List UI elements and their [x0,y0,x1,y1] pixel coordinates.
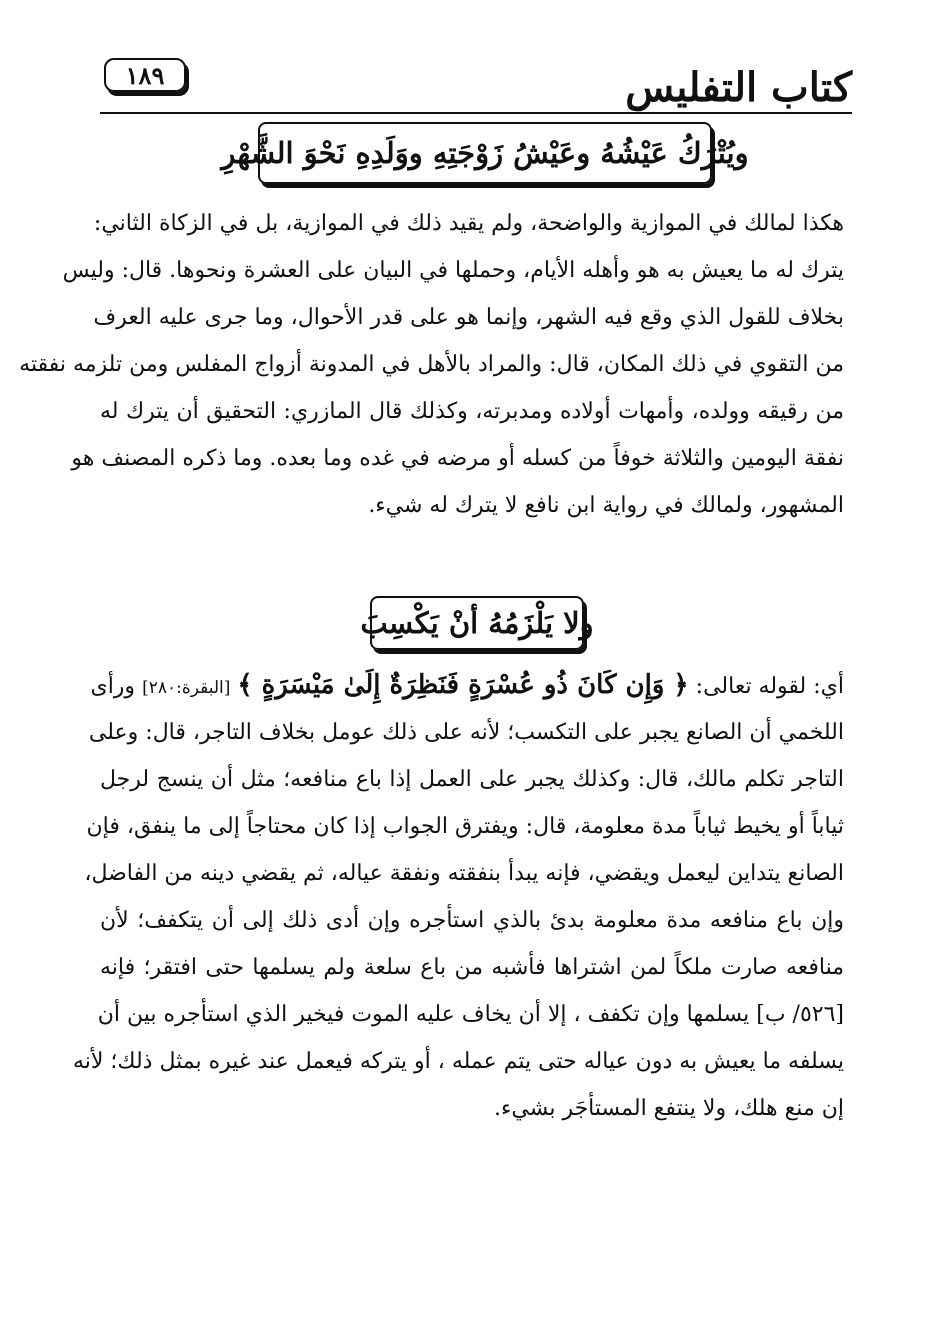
text-line: إن منع هلك، ولا ينتفع المستأجَر بشيء. [494,1096,844,1121]
paragraph-1 [19,200,844,529]
text-line: هكذا لمالك في الموازية والواضحة، ولم يقيد ذلك في الموازية، بل في الزكاة الثاني: [93,211,844,236]
quran-verse: ﴿ وَإِن كَانَ ذُو عُسْرَةٍ فَنَظِرَةٌ إِلَىٰ مَيْسَرَةٍ ﴾ [237,670,689,700]
text-line-with-verse [90,662,844,709]
text-line: وإن باع منافعه مدة معلومة بدئ بالذي استأجره وإن أدى ذلك إلى أن يتكفف؛ لأن [100,908,844,933]
verse-lead: أي: لقوله تعالى: [695,674,844,699]
text-line: من التقوي في ذلك المكان، قال: والمراد بالأهل في المدونة أزواج المفلس ومن تلزمه نفقته [19,352,844,377]
page-header [100,50,852,120]
text-line: المشهور، ولمالك في رواية ابن نافع لا يترك له شيء. [368,493,844,518]
text-line: التاجر تكلم مالك، قال: وكذلك يجبر على العمل إذا باع منافعه؛ مثل أن ينسج لرجل [100,767,844,792]
text-line: ثياباً أو يخيط ثياباً مدة معلومة، قال: ويفترق الجواب إذا كان محتاجاً إلى ما ينفق، فإن [86,814,844,839]
verse-trail: ورأى [90,674,136,699]
text-line: اللخمي أن الصانع يجبر على التكسب؛ لأنه على ذلك عومل بخلاف التاجر، قال: وعلى [88,720,844,745]
paragraph-2 [72,662,844,1132]
text-line: من رقيقه وولده، وأمهات أولاده ومدبرته، وكذلك قال المازري: التحقيق أن يترك له [100,399,844,424]
running-title: كتاب التفليس [625,64,852,111]
text-line: يترك له ما يعيش به هو وأهله الأيام، وحملها في البيان على العشرة ونحوها. قال: وليس [62,258,844,283]
text-line: منافعه صارت ملكاً لمن اشتراها فأشبه من باع سلعة ولم يسلمها حتى افتقر؛ فإنه [100,955,844,980]
verse-reference: [البقرة:٢٨٠] [142,678,231,698]
header-rule [100,112,852,114]
text-line: بخلاف للقول الذي وقع فيه الشهر، وإنما هو على قدر الأحوال، وما جرى عليه العرف [93,305,844,330]
section-heading-1: ويُتْرَكُ عَيْشُهُ وعَيْشُ زَوْجَتِهِ ووَلَدِهِ نَحْوَ الشَّهْرِ [258,122,712,184]
text-line: [٥٢٦/ ب] يسلمها وإن تكفف ، إلا أن يخاف عليه الموت فيخير الذي استأجره بين أن [97,1002,844,1027]
text-line: يسلفه ما يعيش به دون عياله حتى يتم عمله ، أو يتركه فيعمل عند غيره بمثل ذلك؛ لأنه [72,1049,844,1074]
text-line: الصانع يتداين ليعمل ويقضي، فإنه يبدأ بنفقته ونفقة عياله، ثم يقضي دينه من الفاضل، [84,861,844,886]
section-heading-2: ولا يَلْزَمُهُ أنْ يَكْسِبَ [370,596,584,650]
page-number: ١٨٩ [104,58,186,92]
text-line: نفقة اليومين والثلاثة خوفاً من كسله أو مرضه في غده وما بعده. وما ذكره المصنف هو [71,446,844,471]
